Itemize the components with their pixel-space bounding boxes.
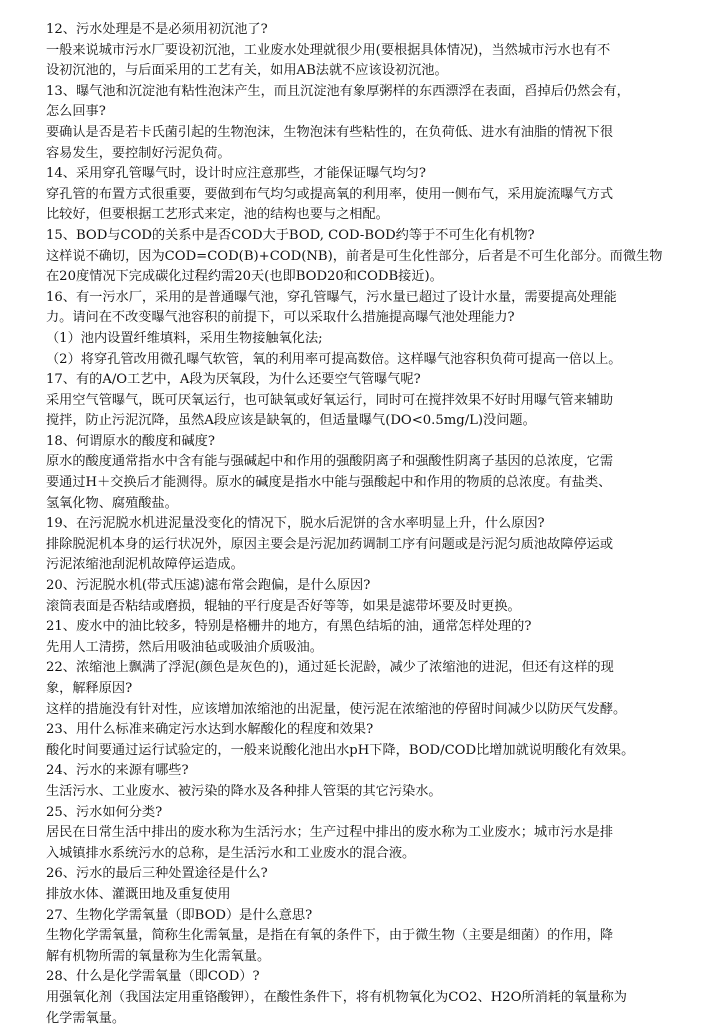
text-line: 酸化时间要通过运行试验定的，一般来说酸化池出水pH下降，BOD/COD比增加就说明酸化有效果。 xyxy=(46,741,698,762)
text-line: 23、用什么标准来确定污水达到水解酸化的程度和效果? xyxy=(46,720,698,741)
text-line: 力。请问在不改变曝气池容积的前提下，可以采取什么措施提高曝气池处理能力? xyxy=(46,308,698,329)
text-line: 17、有的A/O工艺中，A段为厌氧段，为什么还要空气管曝气呢? xyxy=(46,370,698,391)
text-line: （2）将穿孔管改用微孔曝气软管，氧的利用率可提高数倍。这样曝气池容积负荷可提高一倍以上。 xyxy=(46,350,698,371)
text-line: 化学需氧量。 xyxy=(46,1009,698,1029)
text-line: 20、污泥脱水机(带式压滤)滤布常会跑偏，是什么原因? xyxy=(46,576,698,597)
text-line: 12、污水处理是不是必须用初沉池了? xyxy=(46,20,698,41)
text-line: 21、废水中的油比较多，特别是格栅井的地方，有黑色结垢的油，通常怎样处理的? xyxy=(46,617,698,638)
text-line: 16、有一污水厂，采用的是普通曝气池，穿孔管曝气，污水量已超过了设计水量，需要提高处理能 xyxy=(46,288,698,309)
text-line: 滚筒表面是否粘结或磨损，辊轴的平行度是否好等等，如果是滤带坏要及时更换。 xyxy=(46,597,698,618)
text-line: 象，解释原因? xyxy=(46,679,698,700)
text-line: 怎么回事? xyxy=(46,102,698,123)
text-line: 生活污水、工业废水、被污染的降水及各种排人管渠的其它污染水。 xyxy=(46,782,698,803)
text-line: （1）池内设置纤维填料，采用生物接触氧化法; xyxy=(46,329,698,350)
text-line: 这样的措施没有针对性，应该增加浓缩池的出泥量，使污泥在浓缩池的停留时间减少以防厌气发酵。 xyxy=(46,700,698,721)
text-line: 设初沉池的，与后面采用的工艺有关，如用AB法就不应该设初沉池。 xyxy=(46,61,698,82)
text-line: 28、什么是化学需氧量（即COD）? xyxy=(46,967,698,988)
text-line: 解有机物所需的氧量称为生化需氧量。 xyxy=(46,947,698,968)
text-line: 15、BOD与COD的关系中是否COD大于BOD, COD-BOD约等于不可生化有机物? xyxy=(46,226,698,247)
text-line: 采用空气管曝气，既可厌氧运行，也可缺氧或好氧运行，同时可在搅拌效果不好时用曝气管来辅助 xyxy=(46,391,698,412)
text-line: 一般来说城市污水厂要设初沉池，工业废水处理就很少用(要根据具体情况)，当然城市污水也有不 xyxy=(46,41,698,62)
text-line: 这样说不确切，因为COD=COD(B)+COD(NB)，前者是可生化性部分，后者是不可生化部分。而微生物 xyxy=(46,247,698,268)
text-line: 居民在日常生活中排出的废水称为生活污水；生产过程中排出的废水称为工业废水；城市污水是排 xyxy=(46,823,698,844)
text-line: 26、污水的最后三种处置途径是什么? xyxy=(46,864,698,885)
text-line: 27、生物化学需氧量（即BOD）是什么意思? xyxy=(46,906,698,927)
text-line: 要确认是否是若卡氏菌引起的生物泡沫，生物泡沫有些粘性的，在负荷低、进水有油脂的情祝下很 xyxy=(46,123,698,144)
text-line: 氢氧化物、腐殖酸盐。 xyxy=(46,494,698,515)
text-line: 24、污水的来源有哪些? xyxy=(46,761,698,782)
text-line: 要通过H＋交换后才能测得。原水的碱度是指水中能与强酸起中和作用的物质的总浓度。有盐类、 xyxy=(46,473,698,494)
text-line: 在20度情况下完成碳化过程约需20天(也即BOD20和CODB接近)。 xyxy=(46,267,698,288)
text-line: 先用人工清捞，然后用吸油毡或吸油介质吸油。 xyxy=(46,638,698,659)
text-line: 比较好，但要根据工艺形式来定，池的结构也要与之相配。 xyxy=(46,205,698,226)
text-line: 排除脱泥机本身的运行状况外，原因主要会是污泥加药调制工序有问题或是污泥匀质池故障停运或 xyxy=(46,535,698,556)
text-line: 19、在污泥脱水机进泥量没变化的情况下，脱水后泥饼的含水率明显上升，什么原因? xyxy=(46,514,698,535)
text-line: 污泥浓缩池刮泥机故障停运造成。 xyxy=(46,555,698,576)
text-line: 13、曝气池和沉淀池有粘性泡沫产生，而且沉淀池有象厚粥样的东西漂浮在表面，舀掉后仍然会有， xyxy=(46,82,698,103)
text-line: 18、何谓原水的酸度和碱度? xyxy=(46,432,698,453)
text-line: 穿孔管的布置方式很重要，要做到布气均匀或提高氧的利用率，使用一侧布气，采用旋流曝气方式 xyxy=(46,185,698,206)
text-line: 容易发生，要控制好污泥负荷。 xyxy=(46,144,698,165)
text-line: 25、污水如何分类? xyxy=(46,803,698,824)
text-line: 14、采用穿孔管曝气时，设计时应注意那些，才能保证曝气均匀? xyxy=(46,164,698,185)
text-line: 用强氧化剂（我国法定用重铬酸钾），在酸性条件下，将有机物氧化为CO2、H2O所消耗的氧量称为 xyxy=(46,988,698,1009)
text-line: 搅拌，防止污泥沉降，虽然A段应该是缺氧的，但适量曝气(DO<0.5mg/L)没问题。 xyxy=(46,411,698,432)
text-line: 22、浓缩池上飘满了浮泥(颜色是灰色的)，通过延长泥龄，减少了浓缩池的进泥，但还有这样的现 xyxy=(46,658,698,679)
text-line: 原水的酸度通常指水中含有能与强碱起中和作用的强酸阴离子和强酸性阴离子基因的总浓度，它需 xyxy=(46,452,698,473)
text-line: 排放水体、灌溉田地及重复使用 xyxy=(46,885,698,906)
text-line: 入城镇排水系统污水的总称，是生活污水和工业废水的混合液。 xyxy=(46,844,698,865)
text-line: 生物化学需氧量，简称生化需氧量，是指在有氧的条件下，由于微生物（主要是细菌）的作用，降 xyxy=(46,926,698,947)
